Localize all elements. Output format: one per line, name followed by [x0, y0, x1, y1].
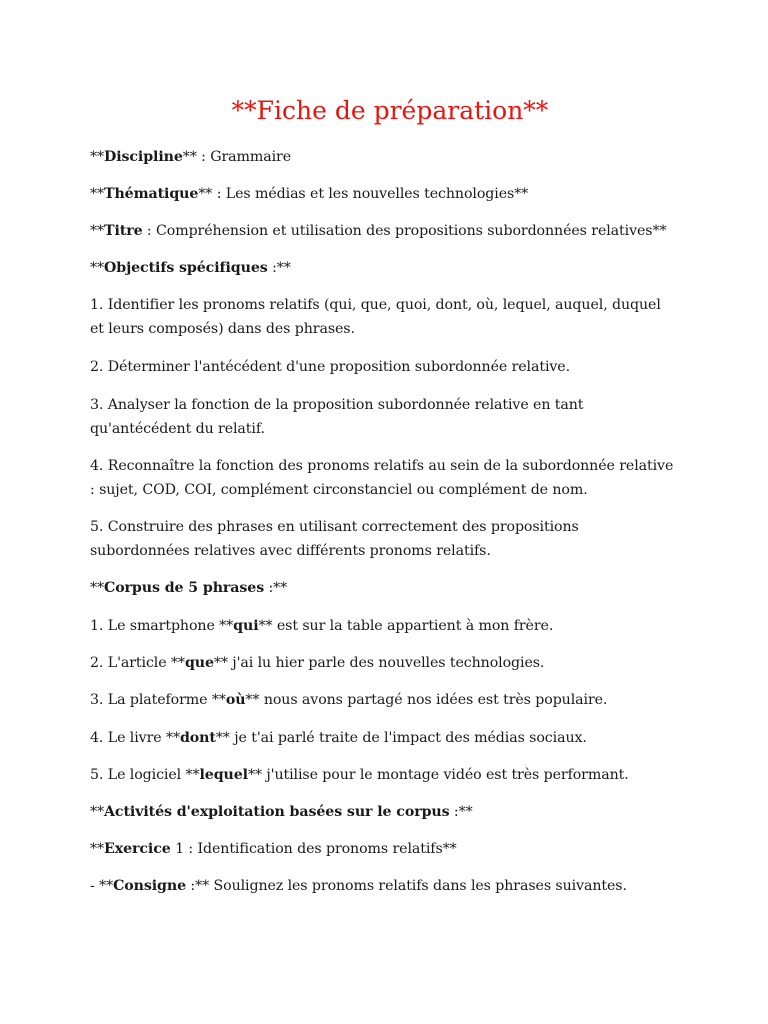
activites-heading: **Activités d'exploitation basées sur le corpus :** — [90, 804, 473, 820]
relative-pronoun: lequel — [199, 767, 248, 783]
thematique-label: Thématique — [104, 186, 199, 202]
objectif-item: 4. Reconnaître la fonction des pronoms relatifs au sein de la subordonnée relative : sujet, COD, COI, complément circonstanciel ou complément de nom. — [90, 458, 674, 498]
corpus-item: 3. La plateforme **où** nous avons partagé nos idées est très populaire. — [90, 692, 608, 708]
consigne-line: - **Consigne :** Soulignez les pronoms relatifs dans les phrases suivantes. — [90, 878, 627, 894]
objectif-item: 5. Construire des phrases en utilisant correctement des propositions subordonnées relatives avec différents pronoms relatifs. — [90, 519, 579, 559]
corpus-item: 2. L'article **que** j'ai lu hier parle des nouvelles technologies. — [90, 655, 545, 671]
objectif-item: 2. Déterminer l'antécédent d'une proposition subordonnée relative. — [90, 359, 571, 375]
thematique-line: **Thématique** : Les médias et les nouvelles technologies** — [90, 186, 529, 202]
objectif-item: 1. Identifier les pronoms relatifs (qui, que, quoi, dont, où, lequel, auquel, duquel et leurs composés) dans des phrases. — [90, 297, 661, 337]
discipline-label: Discipline — [104, 149, 183, 165]
corpus-heading: **Corpus de 5 phrases :** — [90, 580, 288, 596]
relative-pronoun: que — [184, 655, 214, 671]
exercice-heading: **Exercice 1 : Identification des pronoms relatifs** — [90, 841, 457, 857]
titre-line: **Titre : Compréhension et utilisation des propositions subordonnées relatives** — [90, 223, 667, 239]
discipline-line: **Discipline** : Grammaire — [90, 149, 291, 165]
relative-pronoun: où — [225, 692, 246, 708]
corpus-item: 1. Le smartphone **qui** est sur la table appartient à mon frère. — [90, 618, 554, 634]
relative-pronoun: qui — [233, 618, 259, 634]
objectifs-heading: **Objectifs spécifiques :** — [90, 260, 291, 276]
page-title: **Fiche de préparation** — [231, 96, 549, 125]
titre-label: Titre — [104, 223, 143, 239]
objectif-item: 3. Analyser la fonction de la proposition subordonnée relative en tant qu'antécédent du relatif. — [90, 397, 584, 437]
corpus-item: 5. Le logiciel **lequel** j'utilise pour le montage vidéo est très performant. — [90, 767, 629, 783]
corpus-item: 4. Le livre **dont** je t'ai parlé traite de l'impact des médias sociaux. — [90, 730, 587, 746]
relative-pronoun: dont — [179, 730, 216, 746]
